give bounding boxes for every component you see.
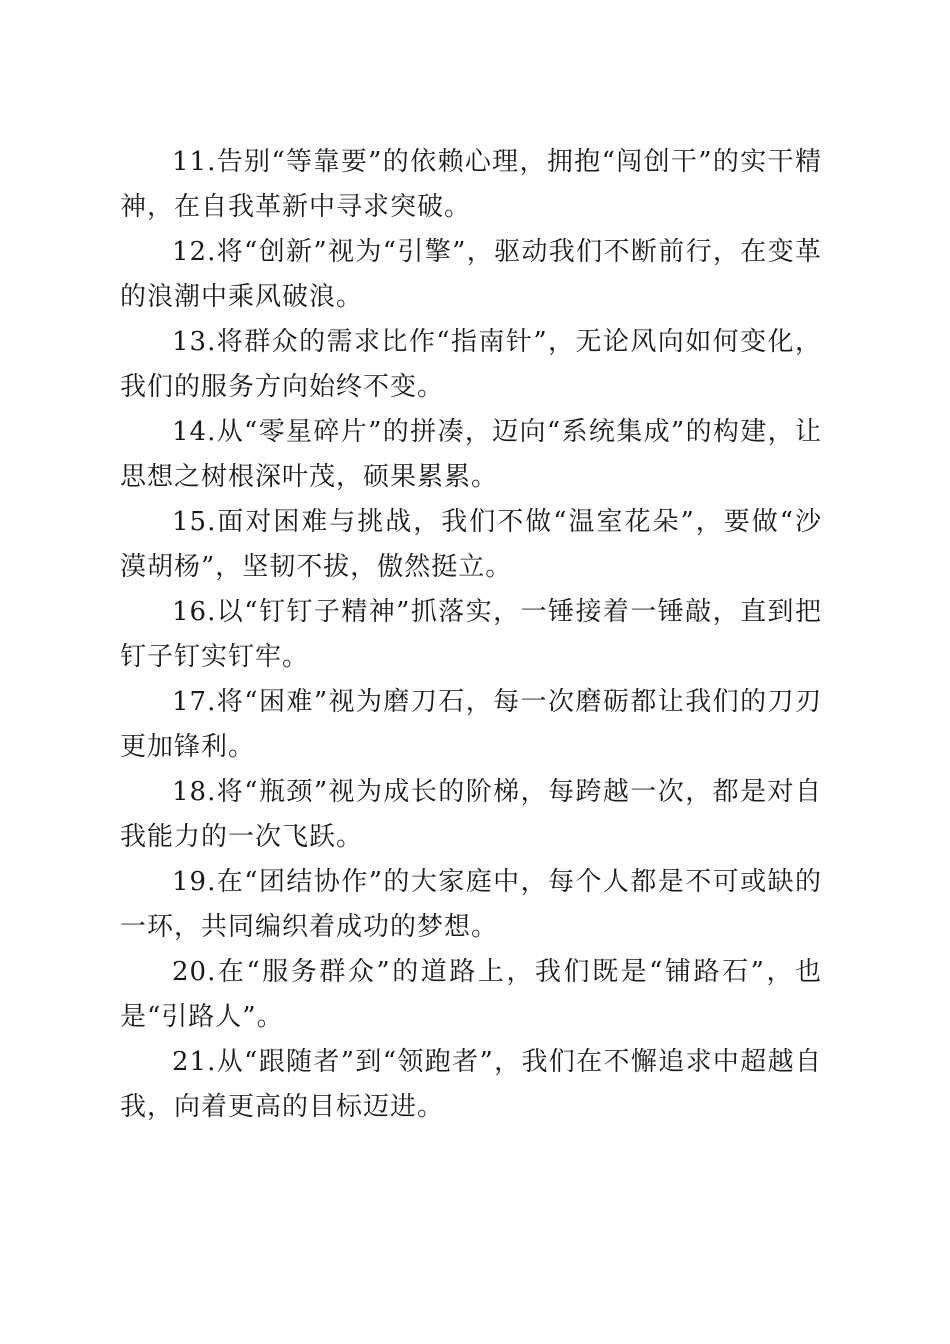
paragraph-11: 11.告别“等靠要”的依赖心理，拥抱“闯创干”的实干精神，在自我革新中寻求突破。	[120, 147, 822, 222]
paragraph-14: 14.从“零星碎片”的拼凑，迈向“系统集成”的构建，让思想之树根深叶茂，硕果累累。	[120, 417, 822, 492]
paragraph-12: 12.将“创新”视为“引擎”，驱动我们不断前行，在变革的浪潮中乘风破浪。	[120, 237, 822, 312]
paragraph-15: 15.面对困难与挑战，我们不做“温室花朵”，要做“沙漠胡杨”，坚韧不拔，傲然挺立。	[120, 507, 822, 582]
document-body	[120, 140, 822, 1130]
paragraph-13: 13.将群众的需求比作“指南针”，无论风向如何变化，我们的服务方向始终不变。	[120, 327, 822, 402]
paragraph-20: 20.在“服务群众”的道路上，我们既是“铺路石”，也是“引路人”。	[120, 957, 822, 1032]
paragraph-19: 19.在“团结协作”的大家庭中，每个人都是不可或缺的一环，共同编织着成功的梦想。	[120, 867, 822, 942]
paragraph-21: 21.从“跟随者”到“领跑者”，我们在不懈追求中超越自我，向着更高的目标迈进。	[120, 1047, 822, 1122]
paragraph-18: 18.将“瓶颈”视为成长的阶梯，每跨越一次，都是对自我能力的一次飞跃。	[120, 777, 822, 852]
paragraph-16: 16.以“钉钉子精神”抓落实，一锤接着一锤敲，直到把钉子钉实钉牢。	[120, 597, 822, 672]
paragraph-17: 17.将“困难”视为磨刀石，每一次磨砺都让我们的刀刃更加锋利。	[120, 687, 822, 762]
